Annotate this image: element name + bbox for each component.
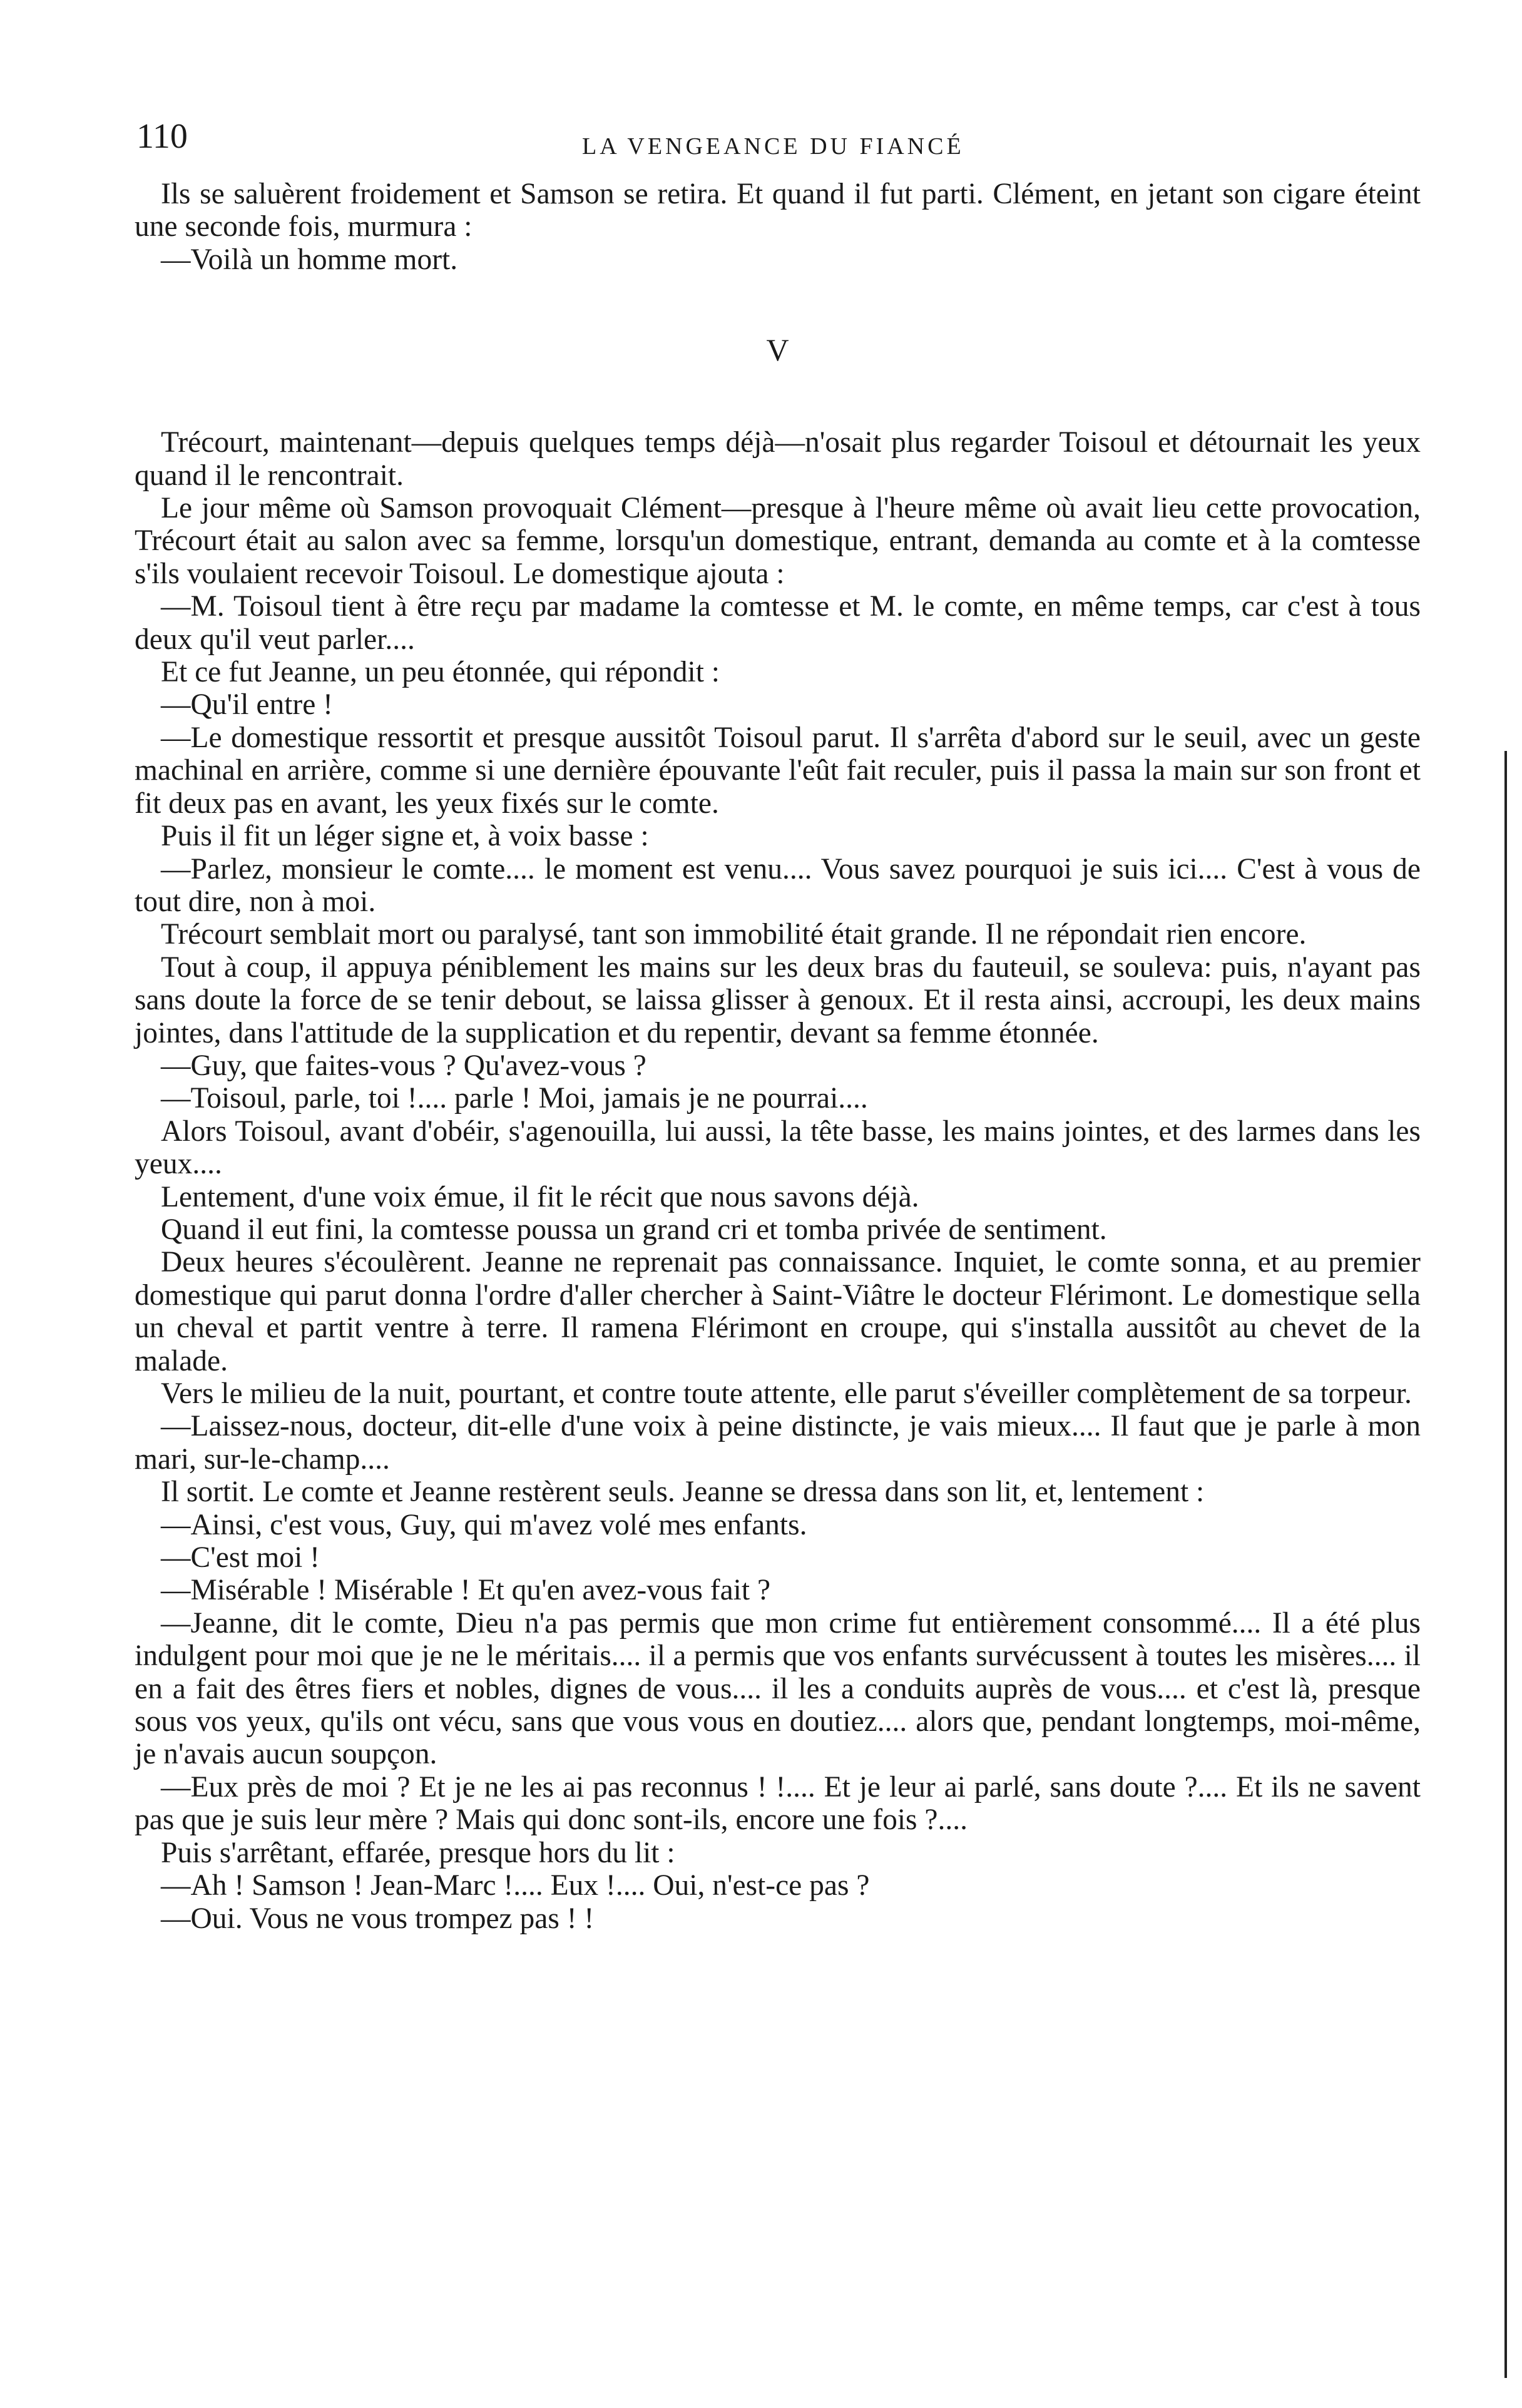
paragraph: Ils se saluèrent froidement et Samson se retira. Et quand il fut parti. Clément, en jetant son cigare éteint une seconde fois, murmura : [135,178,1421,243]
paragraph: —Le domestique ressortit et presque aussitôt Toisoul parut. Il s'arrêta d'abord sur le seuil, avec un geste machinal en arrière, comme si une dernière épouvante l'eût fait reculer, puis il passa la main sur son front et fit deux pas en avant, les yeux fixés sur le comte. [135,721,1421,820]
paragraph: —Laissez-nous, docteur, dit-elle d'une voix à peine distincte, je vais mieux.... Il faut que je parle à mon mari, sur-le-champ.... [135,1410,1421,1476]
page-body [135,178,1421,1935]
paragraph: Deux heures s'écoulèrent. Jeanne ne reprenait pas connaissance. Inquiet, le comte sonna, et au premier domestique qui parut donna l'ordre d'aller chercher à Saint-Viâtre le docteur Flérimont. Le domestique sella un cheval et partit ventre à terre. Il ramena Flérimont en croupe, qui s'installa aussitôt au chevet de la malade. [135,1246,1421,1377]
page-edge-line [1504,751,1507,2378]
paragraph: —Parlez, monsieur le comte.... le moment est venu.... Vous savez pourquoi je suis ici.... C'est à vous de tout dire, non à moi. [135,852,1421,918]
paragraph: Il sortit. Le comte et Jeanne restèrent seuls. Jeanne se dressa dans son lit, et, lentement : [161,1476,1205,1509]
paragraph: —Eux près de moi ? Et je ne les ai pas reconnus ! !.... Et je leur ai parlé, sans doute ?.... Et ils ne savent pas que je suis leur mère ? Mais qui donc sont-ils, encore une fois ?.... [135,1770,1421,1837]
paragraph: —Toisoul, parle, toi !.... parle ! Moi, jamais je ne pourrai.... [161,1082,868,1115]
paragraph: —Jeanne, dit le comte, Dieu n'a pas permis que mon crime fut entièrement consommé.... Il a été plus indulgent pour moi que je ne le méritais.... il a permis que vos enfants survécussent à toutes les misères.... il en a fait des êtres fiers et nobles, dignes de vous.... il les a conduits auprès de vous.... et c'est là, presque sous vos yeux, qu'ils ont vécu, sans que vous vous en doutiez.... alors que, pendant longtemps, moi-même, je n'avais aucun soupçon. [135,1606,1421,1771]
paragraph: —Ah ! Samson ! Jean-Marc !.... Eux !.... Oui, n'est-ce pas ? [161,1869,870,1902]
paragraph: —C'est moi ! [161,1541,320,1574]
paragraph: —Misérable ! Misérable ! Et qu'en avez-vous fait ? [161,1574,771,1607]
paragraph: Alors Toisoul, avant d'obéir, s'agenouilla, lui aussi, la tête basse, les mains jointes, et des larmes dans les yeux.... [135,1115,1421,1181]
paragraph: Trécourt, maintenant—depuis quelques temps déjà—n'osait plus regarder Toisoul et détournait les yeux quand il le rencontrait. [135,426,1421,492]
running-title: LA VENGEANCE DU FIANCÉ [582,133,964,160]
paragraph: Tout à coup, il appuya péniblement les mains sur les deux bras du fauteuil, se souleva: puis, n'ayant pas sans doute la force de se tenir debout, se laissa glisser à genoux. Et il resta ainsi, accroupi, les deux mains jointes, dans l'attitude de la supplication et du repentir, devant sa femme étonnée. [135,951,1421,1049]
page-number: 110 [136,117,188,156]
paragraph: Lentement, d'une voix émue, il fit le récit que nous savons déjà. [161,1180,919,1213]
paragraph: —Voilà un homme mort. [161,243,458,276]
paragraph: Trécourt semblait mort ou paralysé, tant son immobilité était grande. Il ne répondait rien encore. [161,918,1307,951]
paragraph: —Ainsi, c'est vous, Guy, qui m'avez volé mes enfants. [161,1508,807,1541]
paragraph: —Qu'il entre ! [161,688,334,722]
paragraph: Le jour même où Samson provoquait Clément—presque à l'heure même où avait lieu cette provocation, Trécourt était au salon avec sa femme, lorsqu'un domestique, entrant, demanda au comte et à la comtesse s'ils voulaient recevoir Toisoul. Le domestique ajouta : [135,492,1421,590]
paragraph: Vers le milieu de la nuit, pourtant, et contre toute attente, elle parut s'éveiller complètement de sa torpeur. [161,1377,1412,1410]
paragraph: Quand il eut fini, la comtesse poussa un grand cri et tomba privée de sentiment. [161,1213,1107,1246]
paragraph: Puis il fit un léger signe et, à voix basse : [161,820,649,853]
paragraph: —Oui. Vous ne vous trompez pas ! ! [161,1902,595,1935]
paragraph: Et ce fut Jeanne, un peu étonnée, qui répondit : [161,656,720,689]
paragraph: —Guy, que faites-vous ? Qu'avez-vous ? [161,1049,646,1082]
paragraph: Puis s'arrêtant, effarée, presque hors du lit : [161,1836,675,1869]
paragraph: —M. Toisoul tient à être reçu par madame la comtesse et M. le comte, en même temps, car c'est à tous deux qu'il veut parler.... [135,590,1421,656]
chapter-heading: V [766,332,789,368]
